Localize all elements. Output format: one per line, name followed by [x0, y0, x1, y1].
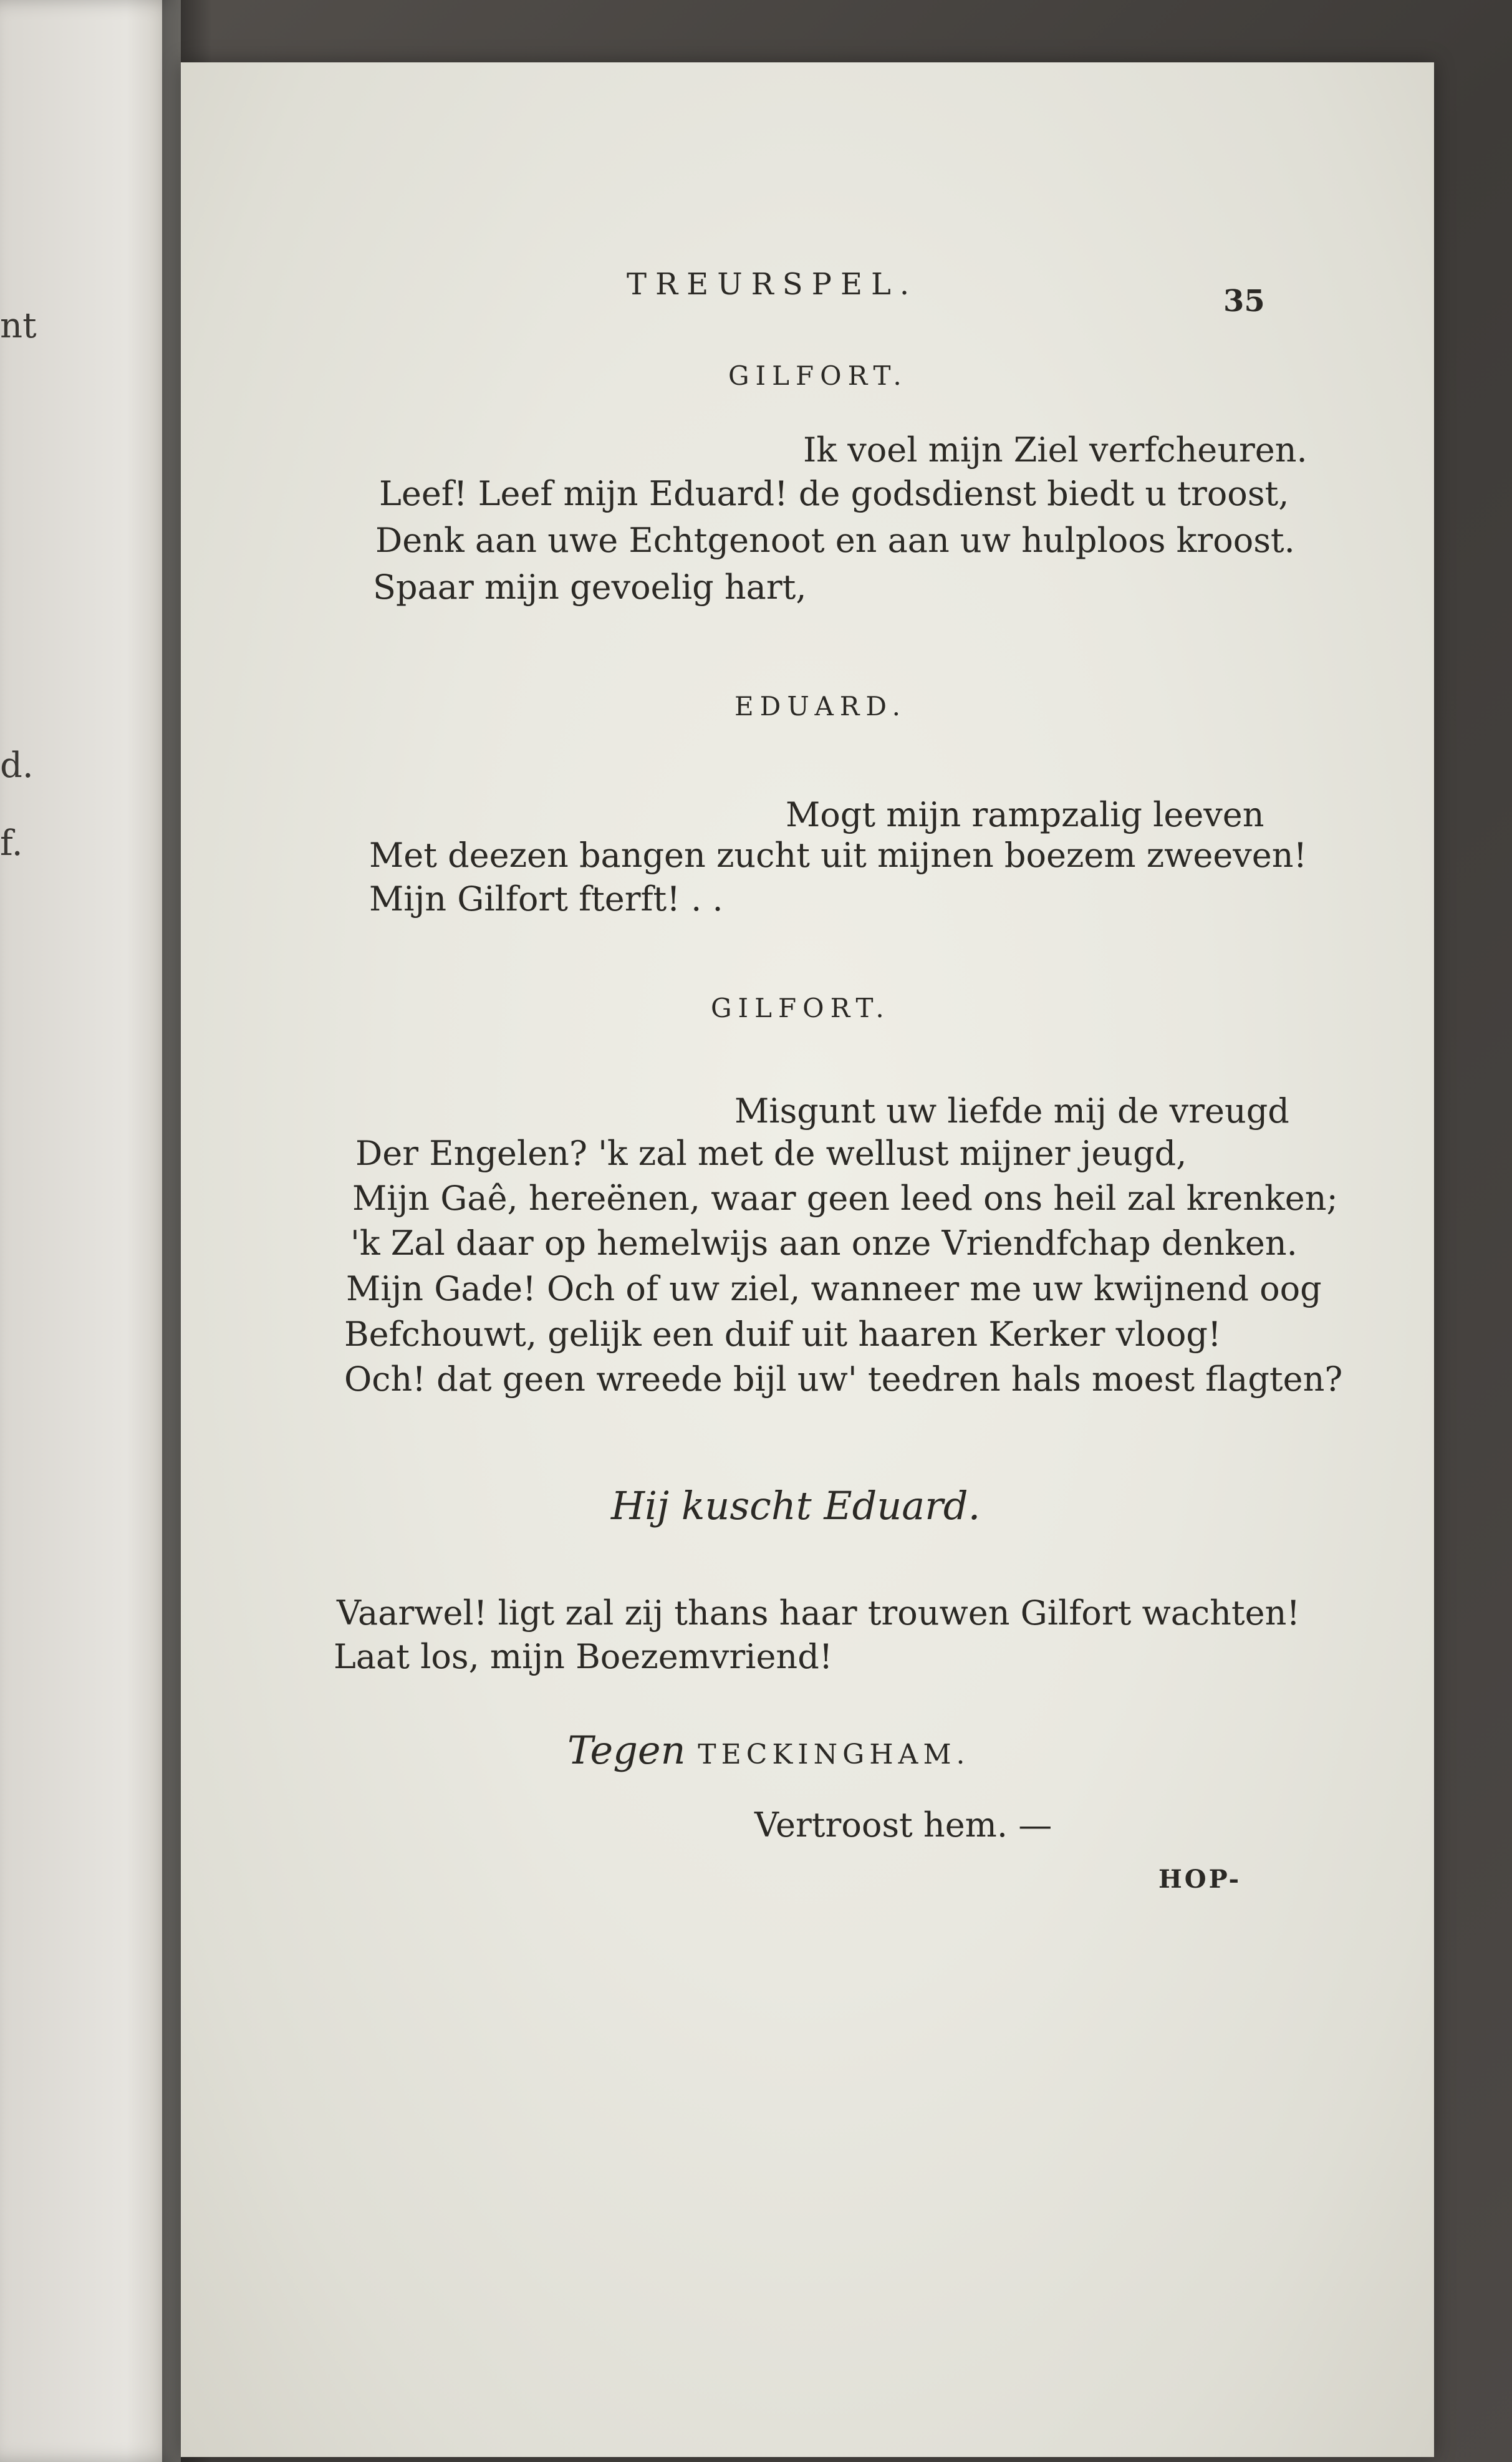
speaker-name: EDUARD. [734, 691, 907, 722]
verse-line: Ik voel mijn Ziel verfcheuren. [803, 430, 1307, 470]
verse-line: Mijn Gilfort fterft! . . [369, 879, 723, 919]
verse-line: Mijn Gade! Och of uw ziel, wanneer me uw kwijnend oog [346, 1269, 1322, 1308]
verse-line: Denk aan uwe Echtgenoot en aan uw hulploos kroost. [375, 521, 1295, 560]
verse-line: Mijn Gaê, hereënen, waar geen leed ons heil zal krenken; [352, 1179, 1338, 1218]
left-page [0, 0, 181, 2462]
stage-direction: Hij kuscht Eduard. [611, 1483, 981, 1528]
catchword: HOP- [1158, 1865, 1242, 1894]
left-page-fragment: f. [0, 823, 23, 864]
left-page-fragment: d. [0, 745, 34, 786]
verse-line: Befchouwt, gelijk een duif uit haaren Kerker vloog! [344, 1315, 1221, 1354]
left-page-fragment: nt [0, 306, 37, 346]
verse-line: Vertroost hem. — [754, 1805, 1052, 1845]
verse-line: Vaarwel! ligt zal zij thans haar trouwen Gilfort wachten! [337, 1593, 1301, 1633]
verse-line: 'k Zal daar op hemelwijs aan onze Vriendfchap denken. [350, 1224, 1298, 1263]
speaker-name: GILFORT. [711, 993, 890, 1023]
stage-direction-prefix: Tegen [567, 1727, 686, 1773]
verse-line: Leef! Leef mijn Eduard! de godsdienst biedt u troost, [379, 474, 1289, 513]
running-head: TREURSPEL. [627, 267, 918, 302]
page-number: 35 [1223, 284, 1265, 319]
stage-direction [567, 1727, 970, 1773]
verse-line: Och! dat geen wreede bijl uw' teedren hals moest flagten? [344, 1359, 1343, 1399]
verse-line: Mogt mijn rampzalig leeven [786, 795, 1264, 834]
stage-direction-name: TECKINGHAM. [698, 1739, 970, 1770]
verse-line: Misgunt uw liefde mij de vreugd [734, 1091, 1289, 1131]
verse-line: Met deezen bangen zucht uit mijnen boezem zweeven! [369, 836, 1307, 875]
speaker-name: GILFORT. [728, 360, 908, 391]
verse-line: Laat los, mijn Boezemvriend! [334, 1637, 833, 1676]
verse-line: Der Engelen? 'k zal met de wellust mijner jeugd, [355, 1134, 1187, 1173]
verse-line: Spaar mijn gevoelig hart, [373, 567, 807, 607]
